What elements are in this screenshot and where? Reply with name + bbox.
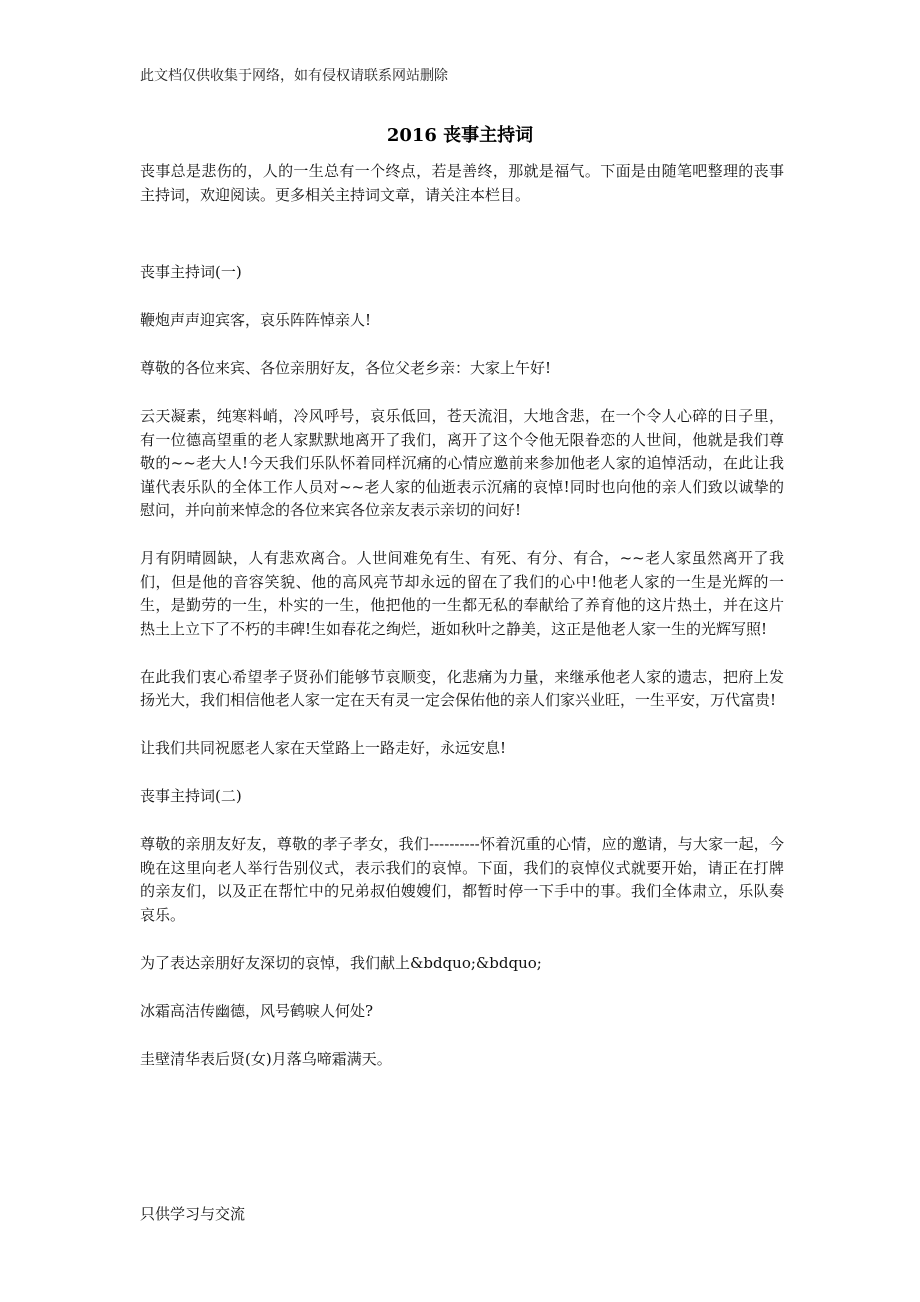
paragraph: 在此我们衷心希望孝子贤孙们能够节哀顺变，化悲痛为力量，来继承他老人家的遗志，把府上发扬光大，我们相信他老人家一定在天有灵一定会保佑他的亲人们家兴业旺，一生平安，万代富贵!: [140, 667, 784, 709]
paragraph: 为了表达亲朋好友深切的哀悼，我们献上&bdquo;&bdquo;: [140, 953, 542, 972]
paragraph: 冰霜高洁传幽德，风号鹤唳人何处?: [140, 1001, 374, 1020]
paragraph: 云天凝素，纯寒料峭，冷风呼号，哀乐低回，苍天流泪，大地含悲，在一个令人心碎的日子里，有一位德高望重的老人家默默地离开了我们，离开了这个令他无限眷恋的人世间，他就是我们尊敬的~~老大人!今天我们乐队怀着同样沉痛的心情应邀前来参加他老人家的追悼活动，在此让我谨代表乐队的全体工作人员对~~老人家的仙逝表示沉痛的哀悼!同时也向他的亲人们致以诚挚的慰问，并向前来悼念的各位来宾各位亲友表示亲切的问好!: [140, 407, 784, 519]
spacer: [140, 333, 784, 358]
spacer: [140, 927, 784, 952]
spacer: [140, 207, 784, 261]
spacer: [140, 713, 784, 738]
intro-paragraph: 丧事总是悲伤的，人的一生总有一个终点，若是善终，那就是福气。下面是由随笔吧整理的丧事主持词，欢迎阅读。更多相关主持词文章，请关注本栏目。: [140, 162, 784, 204]
spacer: [140, 1023, 784, 1048]
paragraph: 圭壁清华表后贤(女)月落乌啼霜满天。: [140, 1049, 392, 1068]
spacer: [140, 809, 784, 834]
footer-note: 只供学习与交流: [140, 1205, 246, 1223]
document-body: [140, 160, 784, 1071]
paragraph: 尊敬的亲朋友好友，尊敬的孝子孝女，我们----------怀着沉重的心情，应的邀请，与大家一起，今晚在这里向老人举行告别仪式，表示我们的哀悼。下面，我们的哀悼仪式就要开始，请正在打牌的亲友们，以及正在帮忙中的兄弟叔伯嫂嫂们，都暂时停一下手中的事。我们全体肃立，乐队奏哀乐。: [140, 835, 784, 924]
spacer: [140, 381, 784, 406]
paragraph: 月有阴晴圆缺，人有悲欢离合。人世间难免有生、有死、有分、有合，~~老人家虽然离开了我们，但是他的音容笑貌、他的高风亮节却永远的留在了我们的心中!他老人家的一生是光辉的一生，是勤劳的一生，朴实的一生，他把他的一生都无私的奉献给了养育他的这片热土，并在这片热土上立下了不朽的丰碑!生如春花之绚烂，逝如秋叶之静美，这正是他老人家一生的光辉写照!: [140, 549, 784, 638]
section-heading-1: 丧事主持词(一): [140, 263, 242, 281]
paragraph: 鞭炮声声迎宾客，哀乐阵阵悼亲人!: [140, 311, 372, 329]
spacer: [140, 523, 784, 548]
header-disclaimer: 此文档仅供收集于网络，如有侵权请联系网站删除: [140, 68, 448, 84]
paragraph: 让我们共同祝愿老人家在天堂路上一路走好，永远安息!: [140, 739, 507, 757]
spacer: [140, 761, 784, 786]
spacer: [140, 641, 784, 666]
document-title: 2016 丧事主持词: [386, 125, 534, 146]
section-heading-2: 丧事主持词(二): [140, 787, 242, 805]
paragraph: 尊敬的各位来宾、各位亲朋好友，各位父老乡亲：大家上午好!: [140, 359, 552, 377]
spacer: [140, 285, 784, 310]
spacer: [140, 975, 784, 1000]
